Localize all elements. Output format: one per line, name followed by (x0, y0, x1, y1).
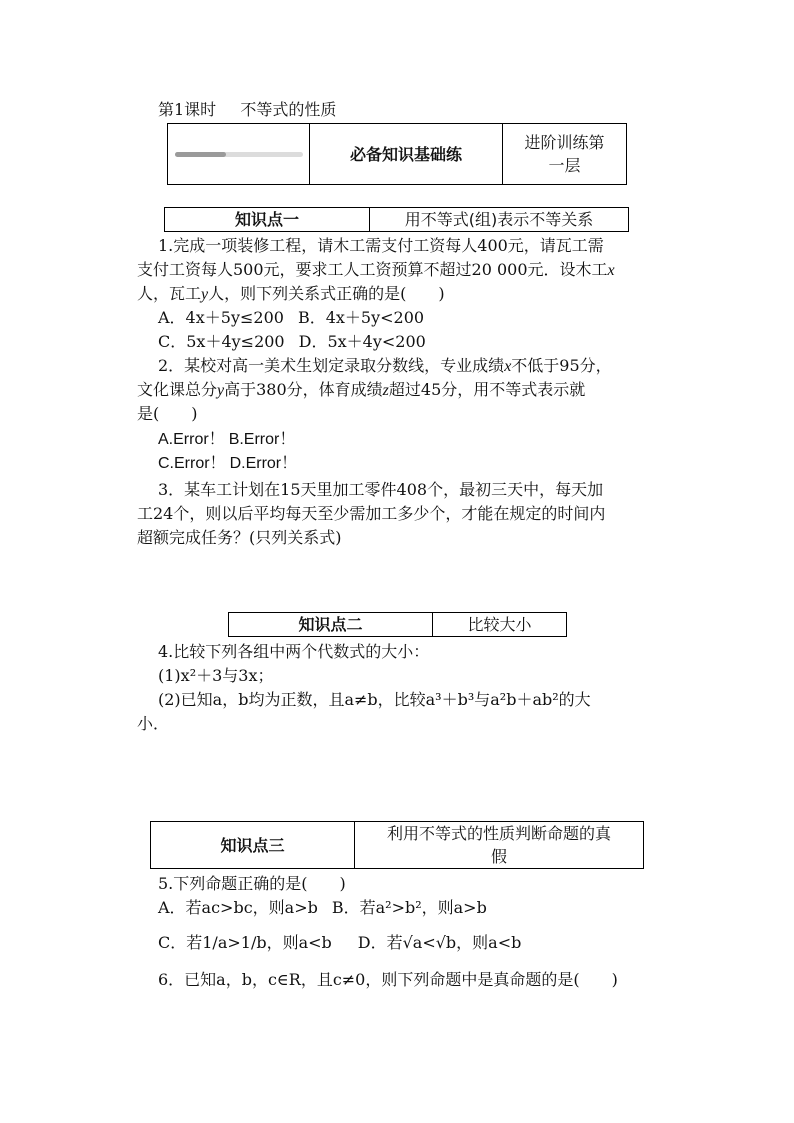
lesson-title: 不等式的性质 (240, 100, 337, 119)
lesson-header (158, 98, 336, 122)
q5-line1: 5.下列命题正确的是( ) (158, 874, 346, 893)
q2-option-a: A.Error！ (158, 431, 225, 448)
q5-option-a: A．若ac>bc，则a>b (158, 898, 318, 917)
q1-var-x: x (607, 262, 615, 279)
q1-line1: 1.完成一项装修工程，请木工需支付工资每人400元，请瓦工需 (158, 236, 604, 255)
q1-option-a: A．4x＋5y≤200 (158, 308, 284, 327)
kp1-topic: 用不等式(组)表示不等关系 (404, 210, 594, 229)
q1-line2 (137, 258, 615, 283)
kp3-topic-line2: 假 (490, 847, 507, 866)
kp3-topic-line1: 利用不等式的性质判断命题的真 (386, 824, 611, 843)
q4-part1: (1)x²＋3与3x； (158, 666, 274, 685)
level-label (503, 124, 626, 184)
q1-options-ab (158, 306, 424, 330)
q2-options-ab (158, 428, 295, 452)
q1-option-d: D．5x＋4y<200 (298, 332, 426, 351)
q1-line2-text: 支付工资每人500元，要求工人工资预算不超过20 000元．设木工 (137, 260, 608, 279)
q2-var-y: y (217, 382, 225, 399)
q3-line3: 超额完成任务？(只列关系式) (137, 528, 342, 547)
progress-cell (168, 124, 310, 184)
q5-option-b: B．若a²>b²，则a>b (331, 898, 487, 917)
q2-line1-a: 2．某校对高一美术生划定录取分数线，专业成绩 (158, 356, 505, 375)
q5-options-cd (158, 926, 521, 960)
kp3-label: 知识点三 (151, 822, 355, 868)
q2-line3: 是( ) (137, 404, 198, 423)
q5-option-c: C．若1/a>1/b，则a<b (158, 933, 332, 952)
q2-line2-c: 超过45分，用不等式表示就 (388, 380, 586, 399)
q3-line1: 3．某车工计划在15天里加工零件408个，最初三天中，每天加 (158, 480, 604, 499)
q3-line2: 工24个，则以后平均每天至少需加工多少个，才能在规定的时间内 (137, 504, 606, 523)
q4-part2-end: 小． (137, 714, 170, 733)
progress-bar (175, 152, 303, 157)
q1-line3 (137, 282, 445, 307)
q4-line1: 4.比较下列各组中两个代数式的大小： (158, 642, 430, 661)
q2-line1 (158, 354, 612, 379)
section-label: 必备知识基础练 (310, 124, 503, 184)
q2-option-b: B.Error！ (228, 431, 296, 448)
progress-fill (175, 152, 226, 157)
kp3-topic (355, 822, 643, 868)
q1-var-y: y (201, 286, 209, 303)
q5-options-ab (158, 896, 487, 920)
q1-line3-a: 人，瓦工 (137, 284, 202, 303)
q1-option-c: C．5x＋4y≤200 (158, 332, 285, 351)
q2-line2-b: 高于380分，体育成绩 (224, 380, 383, 399)
lesson-number: 第1课时 (158, 100, 217, 119)
q2-var-z: z (382, 382, 389, 399)
q2-options-cd (158, 452, 297, 476)
q2-line2 (137, 378, 585, 403)
level-label-line2: 一层 (548, 156, 581, 175)
top-table (167, 123, 627, 185)
q2-var-x: x (504, 358, 512, 375)
q2-line2-a: 文化课总分 (137, 380, 218, 399)
q6-line1: 6．已知a，b，c∈R，且c≠0，则下列命题中是真命题的是( ) (158, 970, 618, 989)
q2-option-c: C.Error！ (158, 455, 226, 472)
q1-options-cd (158, 330, 426, 354)
level-label-line1: 进阶训练第 (524, 133, 605, 152)
kp2-label: 知识点二 (229, 613, 433, 636)
kp2-topic: 比较大小 (467, 615, 532, 634)
q1-option-b: B．4x＋5y<200 (297, 308, 425, 327)
kp2-table (228, 612, 567, 637)
kp3-table (150, 821, 644, 869)
q2-option-d: D.Error！ (229, 455, 298, 472)
kp1-label: 知识点一 (165, 208, 370, 231)
q5-option-d: D．若√a<√b，则a<b (357, 933, 522, 952)
q2-line1-b: 不低于95分， (511, 356, 612, 375)
q4-part2: (2)已知a，b均为正数，且a≠b，比较a³＋b³与a²b＋ab²的大 (158, 690, 591, 709)
q1-line3-b: 人，则下列关系式正确的是( ) (208, 284, 445, 303)
kp1-table (164, 207, 629, 232)
